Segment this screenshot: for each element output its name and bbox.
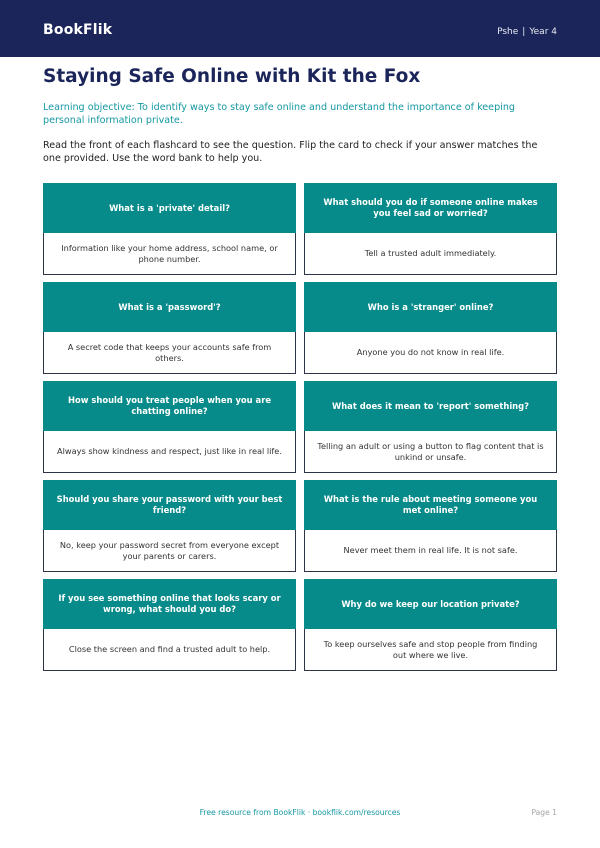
flashcard[interactable]: [304, 480, 557, 572]
flashcard-question[interactable]: How should you treat people when you are chatting online?: [43, 381, 296, 431]
flashcard-question[interactable]: What is a 'private' detail?: [43, 183, 296, 233]
flashcard-answer: Telling an adult or using a button to flag content that is unkind or unsafe.: [304, 431, 557, 473]
flashcard-question[interactable]: What should you do if someone online makes you feel sad or worried?: [304, 183, 557, 233]
flashcard[interactable]: [304, 579, 557, 671]
page-title: Staying Safe Online with Kit the Fox: [43, 66, 421, 87]
flashcard-answer: Always show kindness and respect, just like in real life.: [43, 431, 296, 473]
flashcard[interactable]: [304, 282, 557, 374]
page-number: Page 1: [531, 808, 557, 817]
flashcard-question[interactable]: What is the rule about meeting someone you met online?: [304, 480, 557, 530]
flashcard-answer: To keep ourselves safe and stop people from finding out where we live.: [304, 629, 557, 671]
flashcard-question[interactable]: Who is a 'stranger' online?: [304, 282, 557, 332]
flashcard[interactable]: [43, 183, 296, 275]
flashcard-grid: [43, 183, 557, 671]
flashcard-question[interactable]: What does it mean to 'report' something?: [304, 381, 557, 431]
header-bar: [0, 0, 600, 57]
flashcard-question[interactable]: If you see something online that looks scary or wrong, what should you do?: [43, 579, 296, 629]
subject-label: Pshe: [497, 27, 519, 37]
flashcard[interactable]: [43, 579, 296, 671]
flashcard-answer: No, keep your password secret from everyone except your parents or carers.: [43, 530, 296, 572]
flashcard-answer: A secret code that keeps your accounts safe from others.: [43, 332, 296, 374]
year-label: Year 4: [529, 27, 557, 37]
footer-credit[interactable]: Free resource from BookFlik · bookflik.com/resources: [199, 808, 401, 817]
flashcard[interactable]: [43, 282, 296, 374]
flashcard[interactable]: [304, 381, 557, 473]
instructions: Read the front of each flashcard to see the question. Flip the card to check if your answer matches the one provided. Use the word bank to help you.: [43, 140, 538, 164]
flashcard[interactable]: [43, 480, 296, 572]
flashcard-answer: Information like your home address, school name, or phone number.: [43, 233, 296, 275]
brand-logo[interactable]: BookFlik: [43, 22, 113, 38]
flashcard[interactable]: [304, 183, 557, 275]
flashcard-question[interactable]: Why do we keep our location private?: [304, 579, 557, 629]
flashcard[interactable]: [43, 381, 296, 473]
flashcard-question[interactable]: What is a 'password'?: [43, 282, 296, 332]
flashcard-answer: Close the screen and find a trusted adult to help.: [43, 629, 296, 671]
flashcard-answer: Anyone you do not know in real life.: [304, 332, 557, 374]
header-meta: [497, 27, 557, 37]
flashcard-question[interactable]: Should you share your password with your best friend?: [43, 480, 296, 530]
learning-objective: Learning objective: To identify ways to stay safe online and understand the importance of keeping personal information private.: [43, 102, 516, 126]
flashcard-answer: Never meet them in real life. It is not safe.: [304, 530, 557, 572]
flashcard-answer: Tell a trusted adult immediately.: [304, 233, 557, 275]
meta-separator: |: [522, 27, 526, 37]
